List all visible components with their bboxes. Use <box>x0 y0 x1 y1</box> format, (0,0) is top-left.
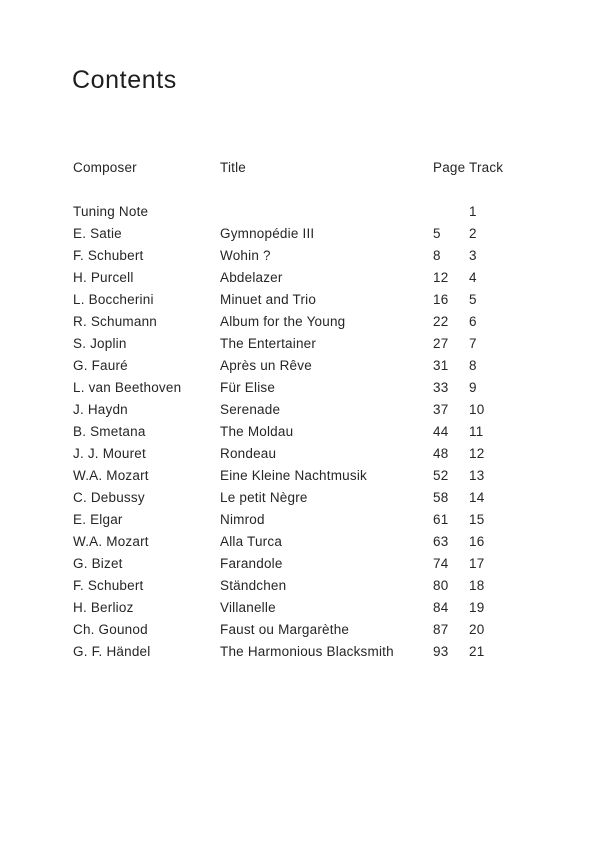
cell-title: Farandole <box>220 555 283 571</box>
cell-track: 6 <box>469 313 477 329</box>
header-spacer <box>73 178 523 200</box>
column-header-track: Track <box>469 159 504 175</box>
table-row <box>73 420 523 442</box>
cell-title: Le petit Nègre <box>220 489 308 505</box>
cell-composer: Tuning Note <box>73 203 149 219</box>
cell-page: 16 <box>433 291 449 307</box>
cell-composer: J. Haydn <box>73 401 128 417</box>
column-header-page: Page <box>433 159 466 175</box>
cell-track: 20 <box>469 621 485 637</box>
cell-track: 2 <box>469 225 477 241</box>
cell-page: 44 <box>433 423 449 439</box>
table-row <box>73 552 523 574</box>
table-row <box>73 530 523 552</box>
cell-composer: E. Elgar <box>73 511 123 527</box>
table-body <box>73 200 523 662</box>
cell-composer: L. van Beethoven <box>73 379 182 395</box>
cell-composer: G. Bizet <box>73 555 123 571</box>
cell-composer: Ch. Gounod <box>73 621 148 637</box>
cell-title: Après un Rêve <box>220 357 312 373</box>
cell-title: Ständchen <box>220 577 287 593</box>
cell-track: 16 <box>469 533 485 549</box>
cell-page: 31 <box>433 357 449 373</box>
cell-track: 17 <box>469 555 485 571</box>
table-row <box>73 486 523 508</box>
cell-title: Rondeau <box>220 445 277 461</box>
cell-page: 87 <box>433 621 449 637</box>
contents-table <box>73 156 523 662</box>
cell-composer: H. Berlioz <box>73 599 134 615</box>
cell-track: 9 <box>469 379 477 395</box>
table-row <box>73 310 523 332</box>
table-row <box>73 596 523 618</box>
cell-track: 18 <box>469 577 485 593</box>
cell-title: Abdelazer <box>220 269 283 285</box>
cell-title: Villanelle <box>220 599 276 615</box>
table-row <box>73 332 523 354</box>
table-row <box>73 442 523 464</box>
cell-page: 93 <box>433 643 449 659</box>
cell-title: Faust ou Margarèthe <box>220 621 350 637</box>
cell-title: Nimrod <box>220 511 265 527</box>
column-header-title: Title <box>220 159 247 175</box>
cell-page: 27 <box>433 335 449 351</box>
table-row <box>73 222 523 244</box>
cell-composer: C. Debussy <box>73 489 145 505</box>
cell-page: 63 <box>433 533 449 549</box>
cell-composer: F. Schubert <box>73 577 144 593</box>
cell-track: 1 <box>469 203 477 219</box>
cell-track: 4 <box>469 269 477 285</box>
cell-title: Eine Kleine Nachtmusik <box>220 467 367 483</box>
cell-track: 8 <box>469 357 477 373</box>
cell-track: 11 <box>469 423 484 439</box>
cell-page: 8 <box>433 247 441 263</box>
cell-page: 74 <box>433 555 449 571</box>
page-title: Contents <box>72 66 177 94</box>
cell-track: 13 <box>469 467 485 483</box>
table-row <box>73 354 523 376</box>
cell-page: 52 <box>433 467 449 483</box>
cell-title: Album for the Young <box>220 313 346 329</box>
table-header-row <box>73 156 523 178</box>
cell-composer: W.A. Mozart <box>73 467 149 483</box>
cell-title: The Moldau <box>220 423 294 439</box>
cell-composer: G. Fauré <box>73 357 128 373</box>
cell-title: Gymnopédie III <box>220 225 315 241</box>
cell-composer: G. F. Händel <box>73 643 151 659</box>
column-header-composer: Composer <box>73 159 137 175</box>
cell-page: 48 <box>433 445 449 461</box>
cell-title: The Harmonious Blacksmith <box>220 643 394 659</box>
cell-title: Für Elise <box>220 379 276 395</box>
table-row <box>73 376 523 398</box>
cell-track: 10 <box>469 401 485 417</box>
cell-page: 5 <box>433 225 441 241</box>
cell-composer: H. Purcell <box>73 269 134 285</box>
table-row <box>73 288 523 310</box>
cell-page: 37 <box>433 401 449 417</box>
cell-page: 22 <box>433 313 449 329</box>
cell-page: 33 <box>433 379 449 395</box>
cell-track: 12 <box>469 445 485 461</box>
cell-page: 84 <box>433 599 449 615</box>
table-row <box>73 266 523 288</box>
table-row <box>73 640 523 662</box>
cell-composer: E. Satie <box>73 225 122 241</box>
cell-page: 58 <box>433 489 449 505</box>
cell-track: 14 <box>469 489 485 505</box>
table-row <box>73 464 523 486</box>
cell-title: Wohin ? <box>220 247 271 263</box>
cell-page: 12 <box>433 269 449 285</box>
cell-page: 61 <box>433 511 449 527</box>
table-row <box>73 398 523 420</box>
cell-composer: R. Schumann <box>73 313 157 329</box>
cell-composer: L. Boccherini <box>73 291 154 307</box>
cell-composer: W.A. Mozart <box>73 533 149 549</box>
cell-composer: S. Joplin <box>73 335 127 351</box>
cell-page: 80 <box>433 577 449 593</box>
cell-composer: F. Schubert <box>73 247 144 263</box>
table-row <box>73 244 523 266</box>
cell-composer: B. Smetana <box>73 423 146 439</box>
table-row <box>73 200 523 222</box>
table-row <box>73 618 523 640</box>
cell-title: Serenade <box>220 401 281 417</box>
cell-title: Alla Turca <box>220 533 283 549</box>
cell-track: 15 <box>469 511 485 527</box>
table-row <box>73 508 523 530</box>
cell-track: 7 <box>469 335 477 351</box>
cell-track: 3 <box>469 247 477 263</box>
cell-title: The Entertainer <box>220 335 317 351</box>
cell-track: 21 <box>469 643 485 659</box>
cell-track: 19 <box>469 599 485 615</box>
cell-track: 5 <box>469 291 477 307</box>
cell-title: Minuet and Trio <box>220 291 317 307</box>
table-row <box>73 574 523 596</box>
cell-composer: J. J. Mouret <box>73 445 146 461</box>
